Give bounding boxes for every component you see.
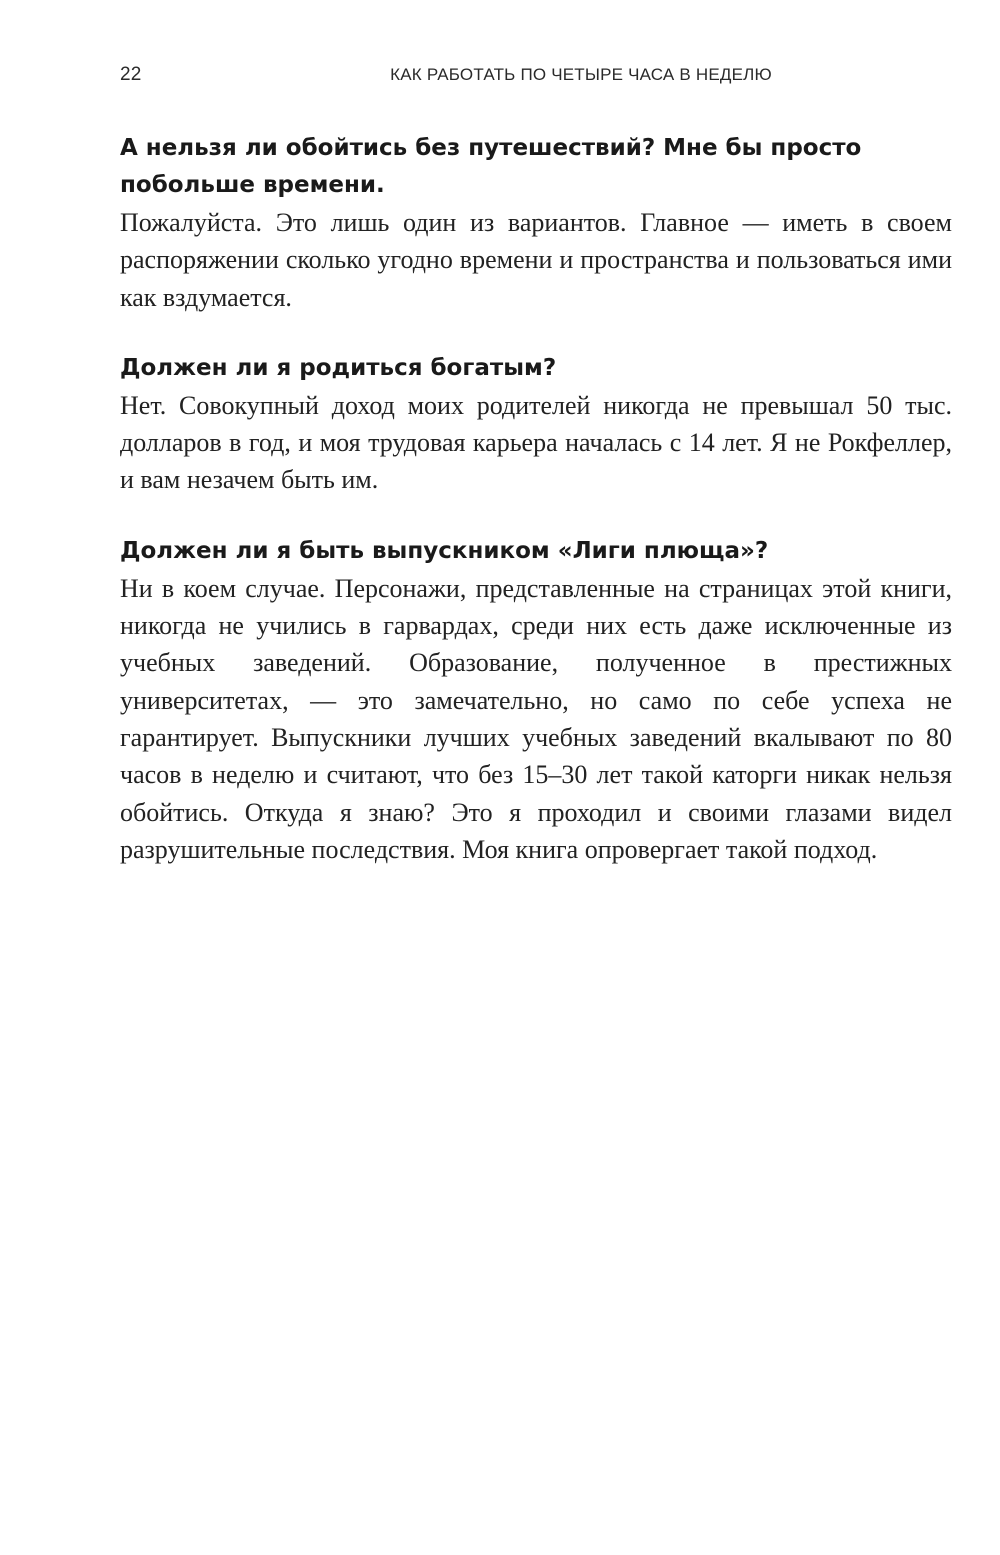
qa-section-travel <box>120 130 952 316</box>
question-heading: Должен ли я быть выпускником «Лиги плюща»? <box>120 537 769 564</box>
answer-paragraph: Ни в коем случае. Персонажи, представленные на страницах этой книги, никогда не учились в гарвардах, среди них есть даже исключенные из учебных заведений. Образование, полученное в престижных университетах, — это замечательно, но само по себе успеха не гарантирует. Выпускники лучших учебных заведений вкалывают по 80 часов в неделю и считают, что без 15–30 лет такой каторги никак нельзя обойтись. Откуда я знаю? Это я проходил и своими глазами видел разрушительные последствия. Моя книга опровергает такой подход. <box>120 573 952 864</box>
answer-paragraph: Нет. Совокупный доход моих родителей никогда не превышал 50 тыс. долларов в год, и моя трудовая карьера началась с 14 лет. Я не Рокфеллер, и вам незачем быть им. <box>120 390 952 495</box>
question-heading: Должен ли я родиться богатым? <box>120 354 557 381</box>
page-content <box>120 130 952 902</box>
book-title: КАК РАБОТАТЬ ПО ЧЕТЫРЕ ЧАСА В НЕДЕЛЮ <box>390 65 772 84</box>
page-number: 22 <box>120 64 142 85</box>
answer-paragraph: Пожалуйста. Это лишь один из вариантов. Главное — иметь в своем распоряжении сколько угодно времени и пространства и пользоваться ими как вздумается. <box>120 208 952 312</box>
question-heading: А нельзя ли обойтись без путешествий? Мне бы просто побольше времени. <box>120 135 862 198</box>
qa-section-rich <box>120 350 952 499</box>
qa-section-ivy-league <box>120 533 952 868</box>
running-head <box>120 64 952 94</box>
